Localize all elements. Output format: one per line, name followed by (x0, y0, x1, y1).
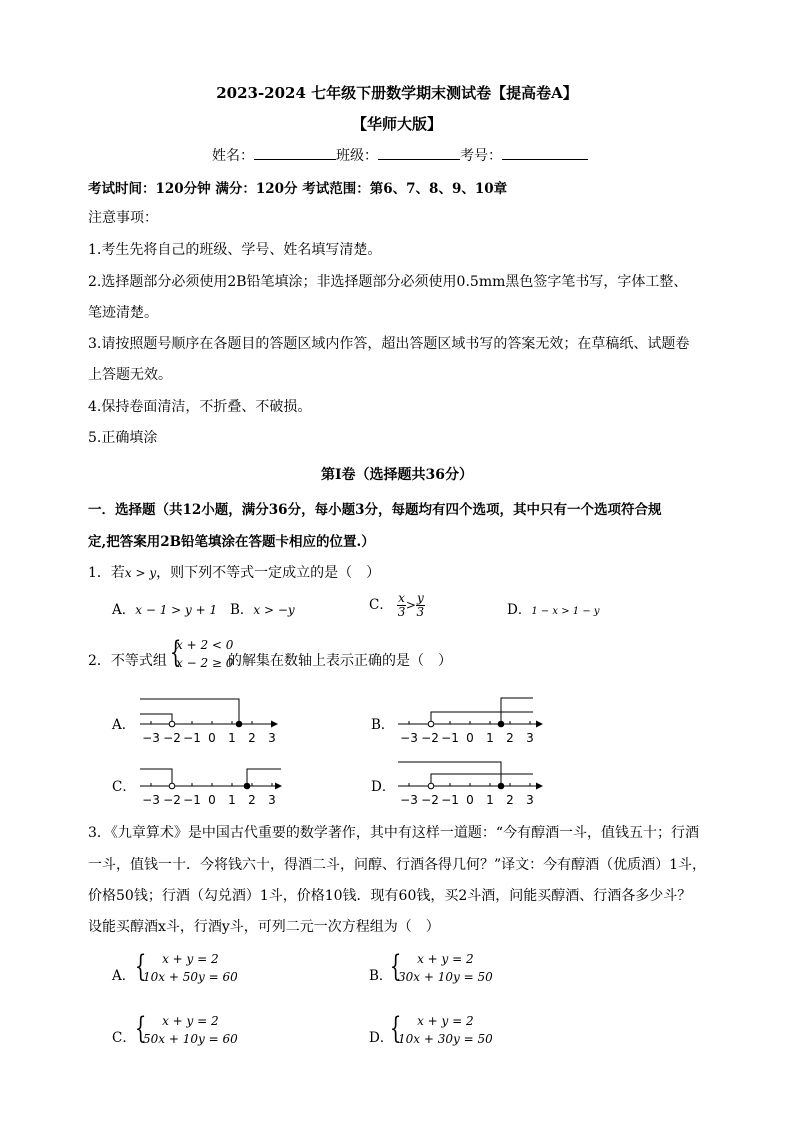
q1-option-d[interactable] (507, 598, 600, 618)
numberline-tick-label: −1 (441, 793, 459, 807)
q3-c-label[interactable]: C． (112, 1030, 136, 1046)
q2-option-d-numberline (395, 755, 545, 810)
note-2a: 2.选择题部分必须使用2B铅笔填涂；非选择题部分必须使用0.5mm黑色签字笔书写，字体工整、 (88, 274, 688, 290)
numberline-tick-label: 3 (268, 793, 276, 807)
q2-sys-line-2: x − 2 ≥ 0 (176, 656, 234, 670)
numberline-tick-label: −3 (142, 793, 160, 807)
numberline-tick-label: −2 (421, 731, 439, 745)
numberline-tick-label: −2 (163, 731, 181, 745)
note-2b: 笔迹清楚。 (88, 305, 158, 321)
numberline-tick-label: 2 (248, 793, 256, 807)
q1-a-label: A． (112, 602, 136, 618)
numberline-tick-label: 0 (466, 793, 474, 807)
numberline-tick-label: 0 (208, 731, 216, 745)
q2-system (176, 636, 233, 672)
q1-a-text: x − 1 > y + 1 (135, 603, 218, 617)
numberline-tick-label: 2 (506, 731, 514, 745)
q2-b-label[interactable]: B． (371, 717, 395, 733)
part1-instructions-2: 定,把答案用2B铅笔填涂在答题卡相应的位置.） (88, 534, 375, 550)
q2-sys-line-1: x + 2 < 0 (176, 638, 234, 652)
numberline-tick-label: −1 (441, 731, 459, 745)
q2-system-brace: { (169, 635, 182, 670)
numberline-tick-label: 1 (228, 793, 236, 807)
q3-option-d (398, 1012, 493, 1048)
q3-line-1: 3．《九章算术》是中国古代重要的数学著作，其中有这样一道题：“今有醇酒一斗，值钱五十；行酒 (88, 825, 700, 841)
q1-b-text: x > −y (253, 603, 295, 617)
q1-b-label: B． (230, 602, 254, 618)
numberline-tick-label: 2 (506, 793, 514, 807)
numberline-tick-label: −1 (183, 731, 201, 745)
q1-prefix: 1．若 (88, 565, 125, 581)
numberline-tick-label: 1 (486, 731, 494, 745)
q1-option-a[interactable] (112, 598, 217, 618)
q2-a-ticks (142, 721, 276, 745)
q3-d-eq2: 10x + 30y = 50 (398, 1032, 493, 1046)
numberline-tick-label: 2 (248, 731, 256, 745)
numberline-tick-label: −3 (400, 793, 418, 807)
q3-c-eq1: x + y = 2 (162, 1014, 219, 1028)
q2-option-a-numberline (135, 693, 280, 748)
q3-d-label[interactable]: D． (369, 1030, 394, 1046)
student-info-row (212, 145, 588, 165)
q2-c-label[interactable]: C． (112, 779, 136, 795)
q1-suffix: ，则下列不等式一定成立的是（ ） (156, 565, 381, 581)
q1-d-label: D． (507, 602, 532, 618)
numberline-tick-label: 0 (466, 731, 474, 745)
q3-b-brace: { (389, 949, 402, 984)
numberline-tick-label: 1 (228, 731, 236, 745)
number-label: 考号： (460, 148, 502, 164)
q1-c-frac-2: $\frac{y}{3}$ (416, 591, 425, 619)
q3-a-eq2: 10x + 50y = 60 (143, 970, 238, 984)
q2-b-ticks (400, 721, 534, 745)
numberline-tick-label: −2 (163, 793, 181, 807)
q1-c-op: > (405, 598, 416, 612)
numberline-tick-label: 3 (268, 731, 276, 745)
numberline-tick-label: −1 (183, 793, 201, 807)
q3-b-eq1: x + y = 2 (417, 952, 474, 966)
q3-d-eq1: x + y = 2 (417, 1014, 474, 1028)
q1-option-c[interactable] (369, 592, 425, 619)
page-subtitle: 【华师大版】 (351, 115, 442, 133)
q2-suffix: 的解集在数轴上表示正确的是（ ） (228, 653, 452, 669)
q3-option-c (143, 1012, 238, 1048)
class-label: 班级： (336, 148, 378, 164)
q3-b-eq2: 30x + 10y = 50 (398, 970, 493, 984)
q3-c-brace: { (134, 1011, 147, 1046)
numberline-tick-label: 1 (486, 793, 494, 807)
q3-option-b (398, 950, 493, 986)
note-5: 5.正确填涂 (88, 430, 158, 446)
q2-option-c-numberline (135, 755, 285, 810)
q2-c-ticks (142, 783, 276, 807)
part1-instructions-1: 一．选择题（共12小题，满分36分，每小题3分，每题均有四个选项，其中只有一个选项符合规 (88, 502, 662, 518)
q3-a-label[interactable]: A． (112, 968, 136, 984)
q1-d-text: 1 − x > 1 − y (531, 606, 600, 617)
note-1: 1.考生先将自己的班级、学号、姓名填写清楚。 (88, 242, 382, 258)
q2-option-b-numberline (395, 693, 545, 748)
page-title: 2023-2024 七年级下册数学期末测试卷【提高卷A】 (216, 84, 578, 102)
question-1 (88, 562, 380, 582)
q2-d-ticks (400, 783, 534, 807)
q3-a-brace: { (134, 949, 147, 984)
q1-option-b[interactable] (230, 598, 295, 618)
note-3a: 3.请按照题号顺序在各题目的答题区域内作答，超出答题区域书写的答案无效；在草稿纸、试题卷 (88, 336, 690, 352)
note-3b: 上答题无效。 (88, 367, 172, 383)
q2-prefix: 2．不等式组 (88, 653, 167, 669)
q3-line-3: 价格50钱；行酒（勾兑酒）1斗，价格10钱．现有60钱，买2斗酒，问能买醇酒、行酒各多少斗？ (88, 888, 692, 904)
q3-a-eq1: x + y = 2 (162, 952, 219, 966)
q3-d-brace: { (389, 1011, 402, 1046)
numberline-tick-label: −2 (421, 793, 439, 807)
numberline-tick-label: 0 (208, 793, 216, 807)
exam-info: 考试时间：120分钟 满分：120分 考试范围：第6、7、8、9、10章 (88, 181, 508, 197)
numberline-tick-label: 3 (526, 731, 534, 745)
q1-c-frac-1: $\frac{x}{3}$ (397, 591, 406, 619)
notes-heading: 注意事项： (88, 210, 158, 226)
q3-c-eq2: 50x + 10y = 60 (143, 1032, 238, 1046)
q2-d-label[interactable]: D． (371, 779, 396, 795)
number-field[interactable] (502, 145, 588, 160)
q3-line-2: 一斗，值钱一十．今将钱六十，得酒二斗，问醇、行酒各得几何？”译文：今有醇酒（优质酒）1斗， (88, 857, 707, 873)
note-4: 4.保持卷面清洁，不折叠、不破损。 (88, 399, 312, 415)
q3-option-a (143, 950, 238, 986)
q2-a-label[interactable]: A． (112, 717, 136, 733)
q1-condition: x > y (124, 566, 157, 580)
numberline-tick-label: −3 (142, 731, 160, 745)
q1-c-label: C． (369, 597, 393, 613)
section-title: 第Ⅰ卷（选择题共36分） (320, 467, 474, 483)
q3-line-4: 设能买醇酒x斗，行酒y斗，可列二元一次方程组为（ ） (88, 919, 440, 935)
name-field[interactable] (254, 145, 336, 160)
name-label: 姓名： (212, 148, 254, 164)
numberline-tick-label: 3 (526, 793, 534, 807)
class-field[interactable] (378, 145, 460, 160)
q3-b-label[interactable]: B． (369, 968, 393, 984)
numberline-tick-label: −3 (400, 731, 418, 745)
